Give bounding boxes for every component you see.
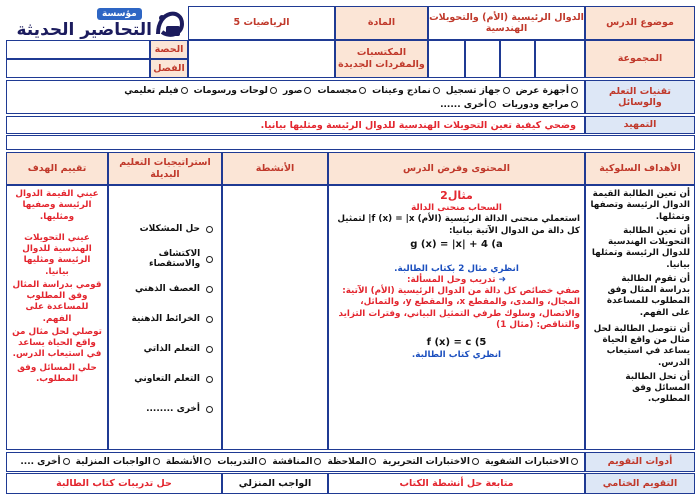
col-strategies-header: استراتيجيات التعليم البديلة: [108, 152, 222, 185]
subject-label: المادة: [335, 6, 428, 40]
resource-option[interactable]: مراجع ودوريات: [502, 100, 578, 110]
radio-icon[interactable]: [153, 458, 160, 465]
evaluation-label: أدوات التقويم: [585, 452, 695, 472]
col-objectives-header: الأهداف السلوكية: [585, 152, 695, 185]
class-label: الفصل: [150, 59, 188, 78]
evaluation-option[interactable]: الاختبارات التحريرية: [382, 457, 478, 467]
radio-icon[interactable]: [314, 458, 321, 465]
topic-label: موضوع الدرس: [585, 6, 695, 40]
strategy-option[interactable]: الاكتشاف والاستقصاء: [109, 244, 221, 274]
logo-name: التحاضير الحديثة: [16, 20, 152, 40]
objectives-column: [585, 185, 695, 450]
evaluation-option[interactable]: التدريبات: [217, 457, 266, 467]
evaluation-option[interactable]: الملاحظة: [327, 457, 376, 467]
subject-value: الرياضيات 5: [188, 6, 335, 40]
book-reference-2: انظري كتاب الطالبة.: [411, 349, 502, 360]
objective-item: أن تعين الطالبة التحويلات الهندسية للدوال الرئيسة وتمثلها بيانيا.: [591, 225, 690, 270]
group-cell-2: [500, 40, 535, 78]
resources-options: [6, 80, 585, 114]
resources-row-2: [13, 98, 578, 112]
objective-item: أن تقوم الطالبة بدراسة المثال وفق المطلوب للمساعدة على الفهم.: [606, 273, 690, 318]
resources-label: تقنيات التعلم والوسائل: [585, 80, 695, 114]
col-assessment-header: تقييم الهدف: [6, 152, 108, 185]
radio-icon[interactable]: [270, 87, 277, 94]
evaluation-option[interactable]: الواجبات المنزلية: [76, 457, 160, 467]
pointer-icon: ➜: [495, 274, 506, 285]
radio-icon[interactable]: [204, 458, 211, 465]
radio-icon[interactable]: [206, 256, 213, 263]
radio-icon[interactable]: [433, 87, 440, 94]
resources-row-1: [13, 83, 578, 98]
class-value: [6, 59, 150, 78]
resource-option[interactable]: أخرى ......: [440, 100, 496, 110]
assessment-item: توصلي لحل مثال من واقع الحياة يساعد في استيعاب الدرس.: [12, 326, 102, 360]
vocab-label: المكتسبات والمفردات الجديدة: [335, 40, 428, 78]
evaluation-options: [6, 452, 585, 472]
assessment-item: قومي بدراسة المثال وفق المطلوب للمساعدة على الفهم.: [12, 279, 102, 324]
radio-icon[interactable]: [206, 226, 213, 233]
objective-item: أن تعين الطالبة القيمة الدوال الرئيسة وتصفها وتمثلها.: [590, 189, 690, 222]
radio-icon[interactable]: [206, 376, 213, 383]
evaluation-option[interactable]: الاختبارات الشفوية: [485, 457, 578, 467]
group-label: المجموعة: [585, 40, 695, 78]
col-activities-header: الأنشطة: [222, 152, 328, 185]
assessment-item: حلي المسائل وفق المطلوب.: [17, 362, 97, 384]
objective-item: أن تحل الطالبة المسائل وفق المطلوب.: [625, 371, 690, 405]
radio-icon[interactable]: [304, 87, 311, 94]
intro-label: التمهيد: [585, 116, 695, 134]
resource-option[interactable]: جهاز تسجيل: [446, 86, 510, 96]
assessment-item: عيني القيمة الدوال الرئيسة وصفيها ومثليها.: [15, 189, 99, 222]
radio-icon[interactable]: [369, 458, 376, 465]
strategy-option[interactable]: أخرى ........: [109, 394, 221, 424]
example-subtitle: السحاب منحنى الدالة: [411, 203, 502, 214]
radio-icon[interactable]: [206, 316, 213, 323]
activities-column: [222, 185, 328, 450]
group-cell-1: [535, 40, 585, 78]
final-homework: الواجب المنزلي: [222, 473, 328, 494]
equation-a: g (x) = |x| + 4 (a: [410, 238, 503, 250]
strategy-option[interactable]: الخرائط الذهنية: [109, 304, 221, 334]
radio-icon[interactable]: [571, 87, 578, 94]
final-label: التقويم الختامي: [585, 473, 695, 494]
logo-tag: مؤسسة: [97, 8, 142, 20]
radio-icon[interactable]: [206, 286, 213, 293]
intro-text: وضحي كيفية تعين التحويلات الهندسية للدوال الرئيسة ومثليها بيانيا.: [6, 116, 585, 134]
period-label: الحصة: [150, 40, 188, 59]
resource-option[interactable]: نماذج وعينات: [372, 86, 440, 96]
strategy-option[interactable]: التعلم التعاوني: [109, 364, 221, 394]
strategy-option[interactable]: العصف الذهني: [109, 274, 221, 304]
group-cell-3: [465, 40, 500, 78]
radio-icon[interactable]: [63, 458, 70, 465]
radio-icon[interactable]: [472, 458, 479, 465]
practice-body: صفي خصائص كل دالة من الدوال الرئيسية (الأم) الآتية: المجال، والمدى، والمقطع x، والمقطع y، والتماثل، والاتصال، وسلوك طرفي التمثيل البياني، وفترات التزايد والتناقص: (مثال 1): [338, 286, 580, 330]
assessment-column: [6, 185, 108, 450]
radio-icon[interactable]: [206, 346, 213, 353]
evaluation-option[interactable]: المناقشة: [272, 457, 321, 467]
equation-5: f (x) = c (5: [426, 337, 487, 349]
strategies-column: [108, 185, 222, 450]
radio-icon[interactable]: [181, 87, 188, 94]
book-reference: انظري مثال 2 بكتاب الطالبة.: [394, 263, 519, 274]
radio-icon[interactable]: [503, 87, 510, 94]
strategy-option[interactable]: التعلم الذاتي: [109, 334, 221, 364]
radio-icon[interactable]: [359, 87, 366, 94]
radio-icon[interactable]: [206, 406, 213, 413]
spacer-row: [6, 135, 695, 150]
vocab-value: [188, 40, 335, 78]
evaluation-option[interactable]: الأنشطة: [166, 457, 212, 467]
example-body: استعملي منحنى الدالة الرئيسية (الأم) f (x) = |x| لتمثيل كل دالة من الدوال الآتية بيانيا:: [337, 214, 580, 236]
final-book-followup: متابعة حل أنشطة الكتاب: [328, 473, 585, 494]
radio-icon[interactable]: [489, 101, 496, 108]
resource-option[interactable]: أجهزة عرض: [516, 86, 578, 96]
strategy-option[interactable]: حل المشكلات: [109, 214, 221, 244]
resource-option[interactable]: مجسمات: [317, 86, 366, 96]
group-cell-4: [428, 40, 465, 78]
resource-option[interactable]: فيلم تعليمي: [124, 86, 187, 96]
resource-option[interactable]: صور: [283, 86, 312, 96]
example-title: مثال2: [440, 189, 473, 202]
topic-value: الدوال الرئيسية (الأم) والتحويلات الهندسية: [428, 6, 585, 40]
radio-icon[interactable]: [571, 101, 578, 108]
objective-item: أن تتوصل الطالبة لحل مثال من واقع الحياة يساعد في استيعاب الدرس.: [593, 323, 690, 368]
radio-icon[interactable]: [259, 458, 266, 465]
radio-icon[interactable]: [571, 458, 578, 465]
evaluation-option[interactable]: أخرى ....: [20, 457, 69, 467]
logo-emblem-icon: [152, 4, 186, 44]
col-content-header: المحتوى وفرض الدرس: [328, 152, 585, 185]
period-value: [6, 40, 150, 59]
practice-title: ➜ تدريب وحل المسألة:: [407, 274, 506, 285]
final-solve-drills: حل تدريبات كتاب الطالبة: [6, 473, 222, 494]
content-column: [328, 185, 585, 450]
resource-option[interactable]: لوحات ورسومات: [194, 86, 277, 96]
assessment-item: عيني التحويلات الهندسية للدوال الرئيسة ومثليها بيانيا.: [22, 232, 92, 277]
